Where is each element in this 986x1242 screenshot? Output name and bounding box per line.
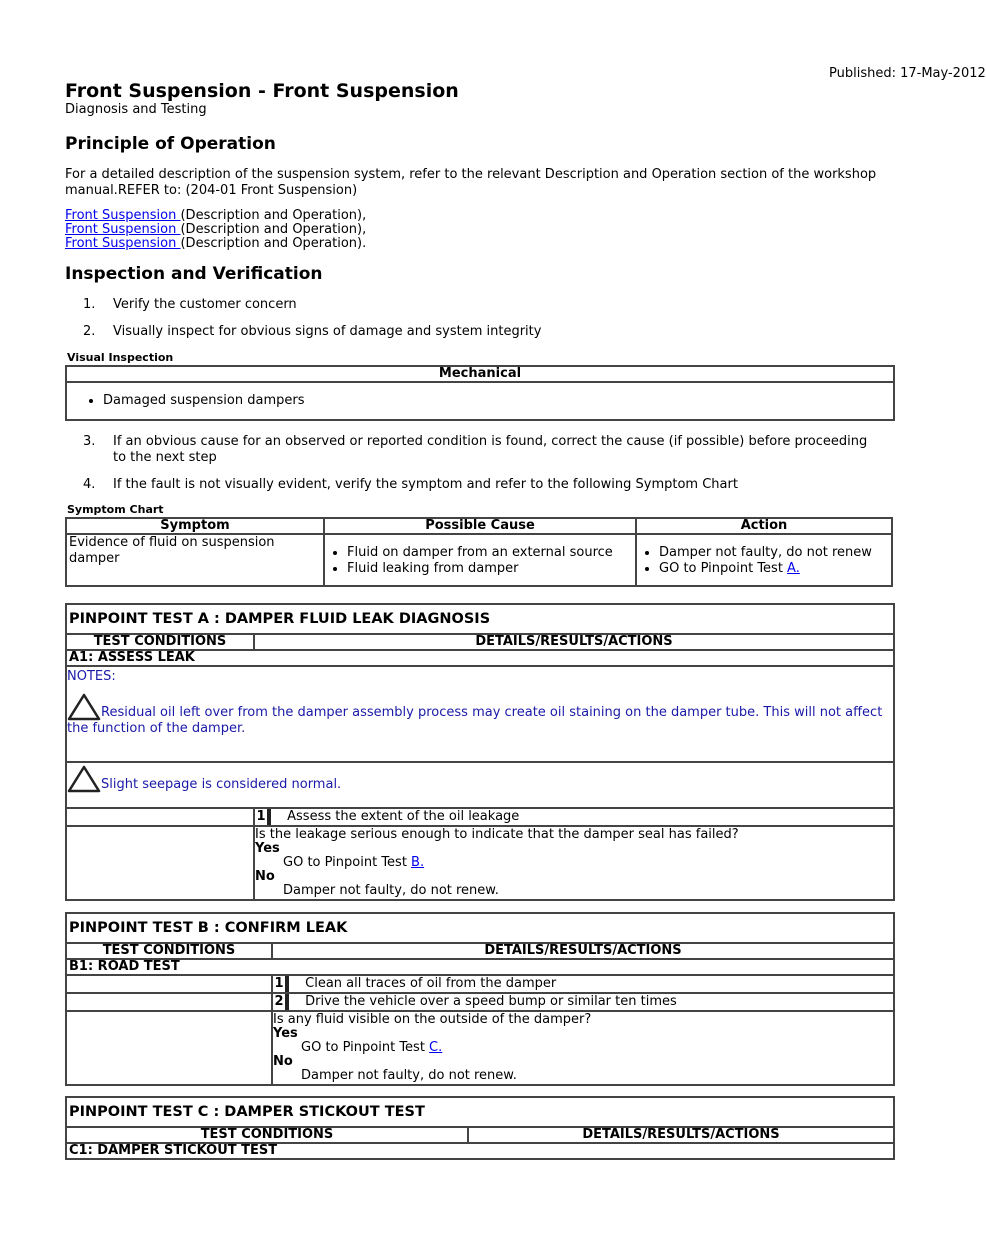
substep-text: Clean all traces of oil from the damper	[305, 976, 557, 991]
yes-label: Yes	[255, 841, 280, 856]
no-text: Damper not faulty, do not renew.	[301, 1068, 517, 1083]
step-text: If an obvious cause for an observed or reported condition is found, correct the cause (if possible) before proceeding to the next step	[113, 434, 868, 465]
list-item: • Damaged suspension dampers	[103, 393, 891, 409]
step-text: If the fault is not visually evident, verify the symptom and refer to the following Symptom Chart	[113, 477, 738, 492]
note-text: Slight seepage is considered normal.	[101, 777, 342, 792]
step-number: 2.	[83, 324, 96, 339]
reference-suffix: (Description and Operation),	[180, 222, 367, 237]
visual-inspection-caption: Visual Inspection	[67, 351, 174, 364]
question-text: Is the leakage serious enough to indicate that the damper seal has failed?	[255, 827, 739, 842]
table-header-row	[67, 1128, 893, 1144]
pinpoint-test-a	[65, 603, 895, 901]
step-number: 3.	[83, 434, 96, 449]
table-header-row	[67, 944, 893, 960]
page-subtitle: Diagnosis and Testing	[65, 102, 207, 117]
yes-label: Yes	[273, 1026, 298, 1041]
notes-label: NOTES:	[67, 669, 116, 684]
list-item: • Fluid on damper from an external source	[347, 545, 633, 561]
details-header: DETAILS/RESULTS/ACTIONS	[475, 634, 673, 649]
pinpoint-test-title: PINPOINT TEST A : DAMPER FLUID LEAK DIAGNOSIS	[67, 605, 893, 635]
pinpoint-test-b-link[interactable]: B.	[411, 855, 425, 870]
step-text: Visually inspect for obvious signs of damage and system integrity	[113, 324, 542, 339]
reference-suffix: (Description and Operation),	[180, 208, 367, 223]
reference-line	[65, 236, 366, 251]
substep-number: 1	[273, 976, 289, 992]
principle-paragraph	[65, 167, 885, 199]
inspection-heading: Inspection and Verification	[65, 264, 323, 284]
front-suspension-link[interactable]: Front Suspension	[65, 236, 181, 251]
symptom-header: Symptom	[66, 518, 324, 534]
pinpoint-test-a-link[interactable]: A.	[787, 561, 800, 576]
possible-cause-header: Possible Cause	[324, 518, 636, 534]
pinpoint-test-title: PINPOINT TEST C : DAMPER STICKOUT TEST	[67, 1098, 893, 1128]
symptom-cell: Evidence of fluid on suspension damper	[66, 534, 324, 586]
front-suspension-link[interactable]: Front Suspension	[65, 208, 181, 223]
test-conditions-header: TEST CONDITIONS	[67, 635, 255, 649]
table-header-row	[67, 635, 893, 651]
reference-line	[65, 222, 366, 237]
step-label: A1: ASSESS LEAK	[69, 650, 195, 665]
step-label: B1: ROAD TEST	[69, 959, 180, 974]
principle-heading: Principle of Operation	[65, 134, 276, 154]
action-header: Action	[636, 518, 892, 534]
test-conditions-header: TEST CONDITIONS	[67, 944, 273, 958]
warning-triangle-icon	[67, 693, 101, 721]
symptom-chart-table	[65, 517, 893, 587]
no-label: No	[273, 1054, 293, 1069]
pinpoint-test-title: PINPOINT TEST B : CONFIRM LEAK	[67, 914, 893, 944]
front-suspension-link[interactable]: Front Suspension	[65, 222, 181, 237]
visual-inspection-table	[65, 365, 895, 421]
mechanical-header: Mechanical	[66, 366, 894, 382]
pinpoint-test-c-link[interactable]: C.	[429, 1040, 443, 1055]
list-item: • Damper not faulty, do not renew	[659, 545, 889, 561]
substep-number: 2	[273, 994, 289, 1010]
substep-text: Drive the vehicle over a speed bump or similar ten times	[305, 994, 677, 1009]
reference-line	[65, 208, 366, 223]
action-cell	[636, 534, 892, 586]
notes-block	[67, 667, 893, 761]
principle-line-2: manual.REFER to: (204-01 Front Suspension)	[65, 183, 358, 198]
substep-number: 1	[255, 809, 271, 825]
step-text: Verify the customer concern	[113, 297, 297, 312]
step-label: C1: DAMPER STICKOUT TEST	[69, 1143, 278, 1158]
substep-text: Assess the extent of the oil leakage	[287, 809, 520, 824]
pinpoint-test-b	[65, 912, 895, 1086]
details-header: DETAILS/RESULTS/ACTIONS	[484, 943, 682, 958]
details-header: DETAILS/RESULTS/ACTIONS	[582, 1127, 780, 1142]
page-title: Front Suspension - Front Suspension	[65, 80, 459, 102]
visual-inspection-list	[83, 393, 891, 409]
cause-cell	[324, 534, 636, 586]
warning-triangle-icon	[67, 765, 101, 793]
list-item: • GO to Pinpoint Test A.	[659, 561, 889, 577]
no-label: No	[255, 869, 275, 884]
result-block: Is the leakage serious enough to indicate that the damper seal has failed? Yes GO to Pinpoint Test B. No Damper not faulty, do not renew.	[255, 827, 893, 899]
list-item: • Fluid leaking from damper	[347, 561, 633, 577]
result-block: Is any fluid visible on the outside of the damper? Yes GO to Pinpoint Test C. No Damper not faulty, do not renew.	[273, 1012, 893, 1084]
question-text: Is any fluid visible on the outside of the damper?	[273, 1012, 592, 1027]
step-number: 1.	[83, 297, 96, 312]
note-text: Residual oil left over from the damper assembly process may create oil staining on the damper tube. This will not affect the function of the damper.	[67, 705, 883, 736]
no-text: Damper not faulty, do not renew.	[283, 883, 499, 898]
symptom-chart-caption: Symptom Chart	[67, 503, 164, 516]
principle-line-1: For a detailed description of the suspension system, refer to the relevant Description and Operation section of the workshop	[65, 167, 877, 182]
reference-suffix: (Description and Operation).	[180, 236, 367, 251]
test-conditions-header: TEST CONDITIONS	[67, 1128, 469, 1142]
step-number: 4.	[83, 477, 96, 492]
pinpoint-test-c	[65, 1096, 895, 1160]
published-date: Published: 17-May-2012	[829, 66, 986, 81]
